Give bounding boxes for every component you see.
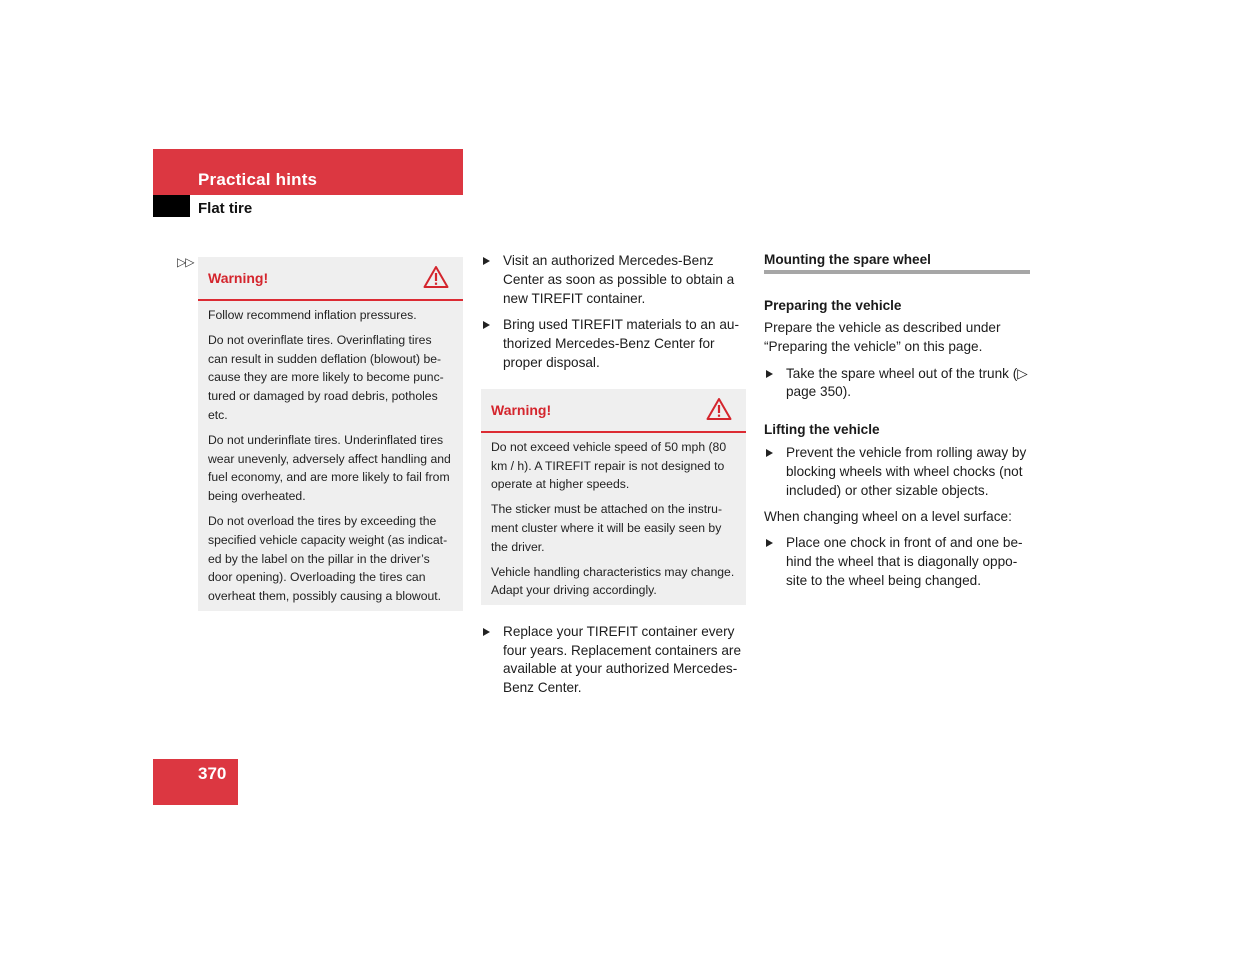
warning-paragraph: The sticker must be attached on the instru-ment cluster where it will be easily seen by the driver. <box>491 502 722 554</box>
right-column <box>764 252 1030 591</box>
list-item <box>764 444 1030 500</box>
warning-paragraph: Do not exceed vehicle speed of 50 mph (80 km / h). A TIREFIT repair is not designed to operate at higher speeds. <box>491 439 727 492</box>
warning-header <box>198 257 463 301</box>
warning-triangle-icon <box>706 397 732 421</box>
subsection-marker <box>153 195 190 217</box>
warning-triangle-icon <box>423 265 449 289</box>
warning-body <box>481 433 746 614</box>
list-item-text: Place one chock in front of and one be-hind the wheel that is diagonally oppo-site to the wheel being changed. <box>786 535 1023 588</box>
warning-paragraph: Do not overinflate tires. Overinflating tires can result in sudden deflation (blowout) be-cause they are more likely to become punc-tured or damaged by road debris, potholes etc. <box>208 332 444 422</box>
bullet-arrow-icon <box>483 628 490 636</box>
list-item-text: Bring used TIREFIT materials to an au-thorized Mercedes-Benz Center for proper disposal. <box>503 317 739 370</box>
list-item <box>481 316 746 372</box>
list-item-text: Prevent the vehicle from rolling away by blocking wheels with wheel chocks (not included) or other sizable objects. <box>786 445 1027 498</box>
bullet-arrow-icon <box>766 370 773 378</box>
warning-paragraph: Do not overload the tires by exceeding the specified vehicle capacity weight (as indicat-ed by the label on the pillar in the driver’s door opening). Overloading the tires can overheat them, possibly causing a blowout. <box>208 513 448 604</box>
bullet-arrow-icon <box>483 321 490 329</box>
list-item <box>764 534 1030 590</box>
warning-paragraph: Follow recommend inflation pressures. <box>208 308 417 322</box>
bullet-arrow-icon <box>483 257 490 265</box>
warning-header <box>481 389 746 433</box>
paragraph: When changing wheel on a level surface: <box>764 508 1012 524</box>
warning-paragraph: Vehicle handling characteristics may change. Adapt your driving accordingly. <box>491 564 735 598</box>
bullet-arrow-icon <box>766 539 773 547</box>
warning-paragraph: Do not underinflate tires. Underinflated tires wear unevenly, adversely affect handling and fuel economy, and are more likely to fail from being overheated. <box>208 432 451 504</box>
warning-title: Warning! <box>491 401 552 418</box>
list-item-text: Take the spare wheel out of the trunk (▷ page 350). <box>786 365 1028 400</box>
subsection-heading: Preparing the vehicle <box>764 298 902 313</box>
warning-title: Warning! <box>208 270 269 286</box>
paragraph: Prepare the vehicle as described under “Preparing the vehicle” on this page. <box>764 320 1001 354</box>
section-title: Practical hints <box>198 170 318 189</box>
page-number: 370 <box>198 764 227 783</box>
list-item <box>481 252 746 308</box>
warning-body <box>198 301 463 620</box>
list-item-text: Replace your TIREFIT container every four years. Replacement containers are available at your authorized Mercedes-Benz Center. <box>503 623 742 696</box>
warning-box-middle <box>481 389 746 605</box>
section-heading: Mounting the spare wheel <box>764 252 1030 274</box>
subsection-title: Flat tire <box>198 200 253 217</box>
list-item-text: Visit an authorized Mercedes-Benz Center as soon as possible to obtain a new TIREFIT container. <box>503 253 735 306</box>
list-item <box>481 623 746 698</box>
subsection-heading: Lifting the vehicle <box>764 422 880 438</box>
list-item <box>764 365 1030 403</box>
bullet-arrow-icon <box>766 449 773 457</box>
continuation-marker: ▷▷ <box>177 255 194 269</box>
middle-column <box>481 252 746 698</box>
warning-box-left <box>198 257 463 611</box>
